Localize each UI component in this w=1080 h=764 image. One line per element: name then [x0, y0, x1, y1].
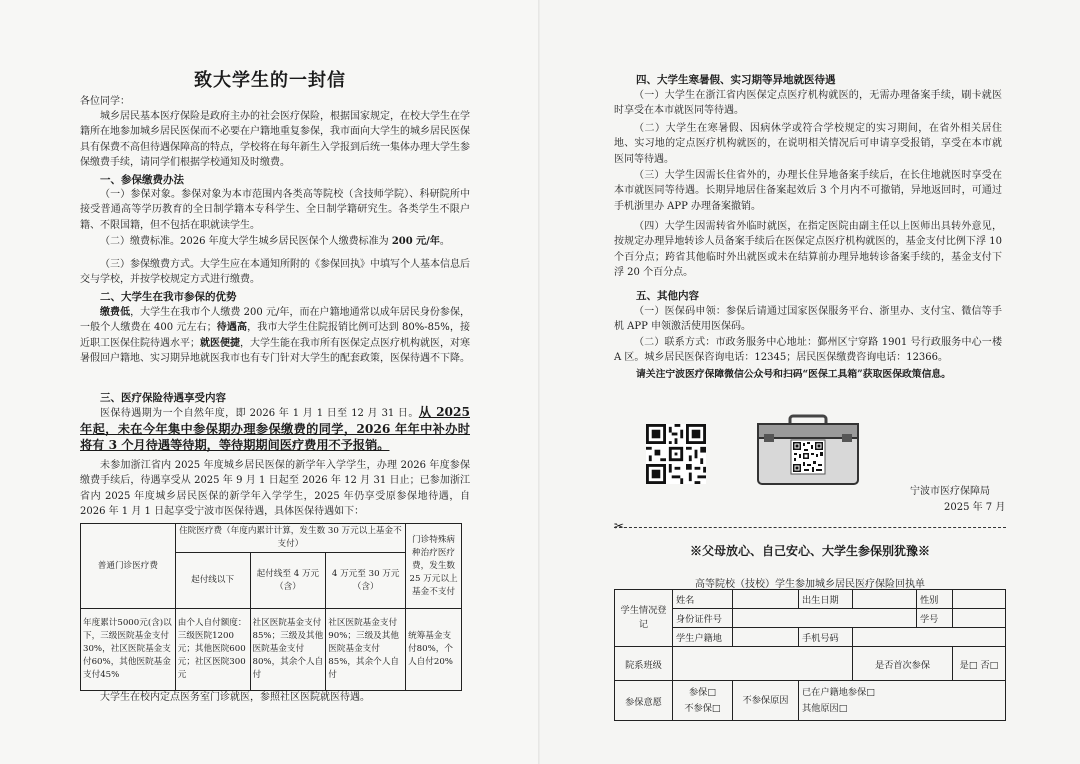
section-1-item-3: （三）参保缴费方式。大学生应在本通知所附的《参保回执》中填写个人基本信息后交与学校，并按学校规定方式进行缴费。	[80, 259, 470, 286]
table-cell-sub3: 社区医院基金支付90%；三级及其他医院基金支付85%，其余个人自付	[326, 609, 406, 691]
phone-field[interactable]	[853, 628, 1006, 647]
benefit-table	[80, 523, 462, 691]
phone-label: 手机号码	[799, 628, 853, 647]
not-join-reason-label: 不参保原因	[733, 681, 799, 721]
slogan: ※父母放心、自己安心、大学生参保别犹豫※	[689, 544, 930, 558]
cut-line	[614, 527, 1006, 537]
household-label: 学生户籍地	[673, 628, 733, 647]
issuer: 宁波市医疗保障局	[910, 486, 990, 497]
section-4-heading: 四、大学生寒暑假、实习期等异地就医待遇	[636, 74, 836, 86]
follow-notice: 请关注宁波医疗保障微信公众号和扫码“医保工具箱”获取医保政策信息。	[636, 369, 951, 380]
table-cell-sub2: 社区医院基金支付85%；三级及其他医院基金支付80%，其余个人自付	[250, 609, 326, 691]
id-number-field[interactable]	[733, 609, 917, 628]
table-header-outpatient: 普通门诊医疗费	[81, 524, 176, 609]
name-field[interactable]	[733, 590, 799, 609]
first-time-label: 是否首次参保	[853, 647, 953, 681]
table-cell-sub1: 由个人自付额度：三级医院1200元；其他医院600元；社区医院300元	[175, 609, 250, 691]
wechat-qr-code[interactable]	[646, 424, 706, 484]
not-join-checkbox[interactable]: 不参保□	[684, 702, 721, 714]
reason-household-checkbox[interactable]: 已在户籍地参保□	[802, 686, 875, 698]
not-join-reason-options	[799, 681, 1006, 721]
section-3-paragraph-1: 医保待遇期为一个自然年度，即 2026 年 1 月 1 日至 12 月 31 日。从 2025 年起，未在今年集中参保期办理参保缴费的同学，2026 年年中补办时将有 3 个月待遇等待期，等待期期间医疗费用不予报销。	[80, 405, 470, 453]
table-header-inpatient: 住院医疗费（年度内累计计算，发生数 30 万元以上基金不支付）	[175, 524, 405, 553]
student-no-field[interactable]	[953, 609, 1006, 628]
section-4-item-1: （一）大学生在浙江省内医保定点医疗机构就医的，无需办理备案手续，刷卡就医时享受在本市就医同等待遇。	[614, 90, 1002, 117]
table-header-special: 门诊特殊病种治疗医疗费，发生数 25 万元以上基金不支付	[406, 524, 462, 609]
section-3-heading: 三、医疗保险待遇享受内容	[100, 392, 226, 404]
first-time-yes-checkbox[interactable]: 是□	[959, 659, 978, 671]
name-label: 姓名	[673, 590, 733, 609]
gender-label: 性别	[917, 590, 953, 609]
household-field[interactable]	[733, 628, 799, 647]
section-1-heading: 一、参保缴费办法	[100, 174, 184, 186]
receipt-form	[614, 589, 1006, 721]
student-no-label: 学号	[917, 609, 953, 628]
class-label: 院系班级	[615, 647, 673, 681]
student-info-label: 学生情况登记	[615, 590, 673, 647]
section-2-heading: 二、大学生在我市参保的优势	[100, 291, 237, 303]
letter-title: 致大学生的一封信	[194, 70, 346, 91]
salutation: 各位同学：	[80, 96, 130, 107]
issue-date: 2025 年 7 月	[944, 502, 1006, 513]
join-checkbox[interactable]: 参保□	[688, 686, 717, 698]
table-subheader-1: 起付线以下	[175, 553, 250, 609]
section-3-paragraph-2: 未参加浙江省内 2025 年度城乡居民医保的新学年入学学生，办理 2026 年度参保缴费手续后，待遇享受从 2025 年 9 月 1 日起至 2026 年 12 月 31 日止；已参加浙江省内 2025 年度城乡居民医保的新学年入学学生，2025 年仍享受原参保地待遇，自 2026 年 1 月 1 日起享受宁波市医保待遇，具体医保待遇如下：	[80, 460, 470, 518]
section-4-item-3: （三）大学生因需长住省外的，办理长住异地备案手续后，在长住地就医时享受在本市就医同等待遇。长期异地居住备案起效后 3 个月内不可撤销，异地返回时，可通过手机浙里办 APP 办理备案撤销。	[614, 170, 1002, 212]
section-5-item-1: （一）医保码申领：参保后请通过国家医保服务平台、浙里办、支付宝、微信等手机 APP 申领激活使用医保码。	[614, 306, 1002, 333]
table-cell-outpatient: 年度累计5000元(含)以下，三级医院基金支付30%，社区医院基金支付60%，其他医院基金支付45%	[81, 609, 176, 691]
medical-toolbox-icon	[756, 414, 860, 486]
section-2-paragraph: 缴费低，大学生在我市个人缴费 200 元/年，而在户籍地通常以成年居民身份参保，一般个人缴费在 400 元左右；待遇高，我市大学生住院报销比例可达到 80%-85%，接近职工医保住院待遇水平；就医便捷，大学生能在我市所有医保定点医疗机构就医，对寒暑假回户籍地、实习期异地就医我市也有专门针对大学生的配套政策，医保待遇不下降。	[80, 307, 471, 365]
qr-code-icon	[646, 424, 706, 484]
toolbox-qr-code[interactable]	[756, 414, 860, 486]
reason-other-checkbox[interactable]: 其他原因□	[802, 702, 848, 714]
section-4-item-2: （二）大学生在寒暑假、因病休学或符合学校规定的实习期间，在省外相关居住地、实习地的定点医疗机构就医的，在说明相关情况后可申请享受报销，享受在本市就医同等待遇。	[614, 123, 1002, 165]
class-field[interactable]	[673, 647, 853, 681]
table-cell-special: 统筹基金支付80%，个人自付20%	[406, 609, 462, 691]
table-subheader-3: 4 万元至 30 万元（含）	[326, 553, 406, 609]
section-4-item-4: （四）大学生因需转省外临时就医，在指定医院由副主任以上医师出具转外意见，按规定办理异地转诊人员备案手续后在医保定点医疗机构就医的，基金支付比例下浮 10 个百分点；跨省其他临时外出就医或未在结算前办理异地转诊备案手续的，基金支付下浮 20 个百分点。	[614, 221, 1002, 279]
scissors-icon: ✂	[614, 519, 625, 533]
section-1-item-2: （二）缴费标准。2026 年度大学生城乡居民医保个人缴费标准为 200 元/年。	[100, 236, 450, 247]
section-5-item-2: （二）联系方式：市政务服务中心地址：鄞州区宁穿路 1901 号行政服务中心一楼 A 区。城乡居民医保咨询电话：12345；居民医保缴费咨询电话：12366。	[614, 337, 1002, 364]
id-number-label: 身份证件号	[673, 609, 733, 628]
section-5-heading: 五、其他内容	[636, 290, 699, 302]
birth-label: 出生日期	[799, 590, 853, 609]
receipt-title: 高等院校（技校）学生参加城乡居民医疗保险回执单	[695, 579, 925, 590]
birth-field[interactable]	[853, 590, 917, 609]
first-time-options	[953, 647, 1006, 681]
footer-note: 大学生在校内定点医务室门诊就医，参照社区医院就医待遇。	[100, 692, 370, 703]
section-1-item-1: （一）参保对象。参保对象为本市范围内各类高等院校（含技师学院）、科研院所中接受普通高等学历教育的全日制学籍本专科学生、全日制学籍研究生。各类学生不限户籍、不限国籍，但不包括在职就读学生。	[80, 189, 470, 231]
intent-join-options	[673, 681, 733, 721]
intro-paragraph: 城乡居民基本医疗保险是政府主办的社会医疗保险，根据国家规定，在校大学生在学籍所在地参加城乡居民医保而不必要在户籍地重复参保，我市面向大学生的城乡居民医保具有保费不高但待遇保障高的特点，学校将在每年新生入学报到后统一集体办理大学生参保缴费手续，请同学们根据学校通知及时缴费。	[80, 111, 470, 169]
gender-field[interactable]	[953, 590, 1006, 609]
intent-label: 参保意愿	[615, 681, 673, 721]
table-subheader-2: 起付线至 4 万元（含）	[250, 553, 326, 609]
first-time-no-checkbox[interactable]: 否□	[980, 659, 999, 671]
